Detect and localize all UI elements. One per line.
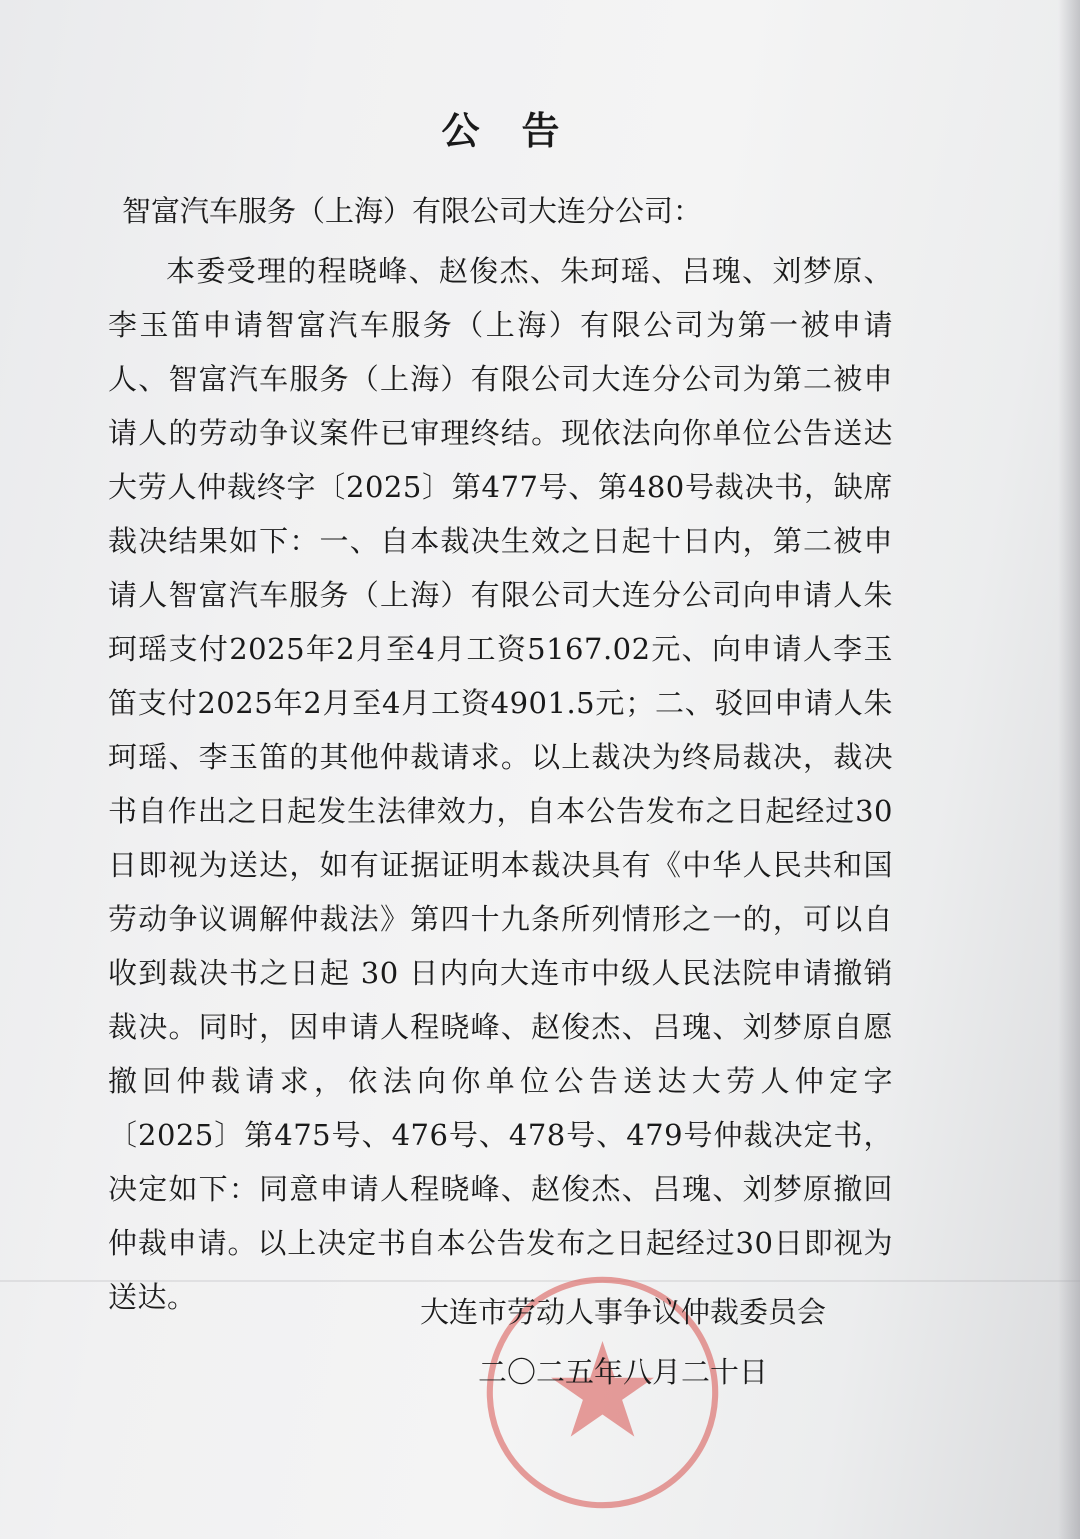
signature-block <box>420 1282 826 1402</box>
issuer-name: 大连市劳动人事争议仲裁委员会 <box>420 1295 827 1329</box>
notice-addressee: 智富汽车服务（上海）有限公司大连分公司： <box>122 194 703 228</box>
paper-edge-shadow <box>1058 0 1080 1539</box>
notice-body: 本委受理的程晓峰、赵俊杰、朱珂瑶、吕瑰、刘梦原、李玉笛申请智富汽车服务（上海）有限公司为第一被申请人、智富汽车服务（上海）有限公司大连分公司为第二被申请人的劳动争议案件已审理终结。现依法向你单位公告送达大劳人仲裁终字〔2025〕第477号、第480号裁决书，缺席裁决结果如下：一、自本裁决生效之日起十日内，第二被申请人智富汽车服务（上海）有限公司大连分公司向申请人朱珂瑶支付2025年2月至4月工资5167.02元、向申请人李玉笛支付2025年2月至4月工资4901.5元；二、驳回申请人朱珂瑶、李玉笛的其他仲裁请求。以上裁决为终局裁决，裁决书自作出之日起发生法律效力，自本公告发布之日起经过30日即视为送达，如有证据证明本裁决具有《中华人民共和国劳动争议调解仲裁法》第四十九条所列情形之一的，可以自收到裁决书之日起 30 日内向大连市中级人民法院申请撤销裁决。同时，因申请人程晓峰、赵俊杰、吕瑰、刘梦原自愿撤回仲裁请求，依法向你单位公告送达大劳人仲定字〔2025〕第475号、476号、478号、479号仲裁决定书，决定如下：同意申请人程晓峰、赵俊杰、吕瑰、刘梦原撤回仲裁申请。以上决定书自本公告发布之日起经过30日即视为送达。 <box>108 254 893 1314</box>
notice-document <box>108 100 893 1324</box>
issue-date: 二〇二五年八月二十日 <box>478 1355 769 1389</box>
notice-title: 公告 <box>441 108 602 153</box>
